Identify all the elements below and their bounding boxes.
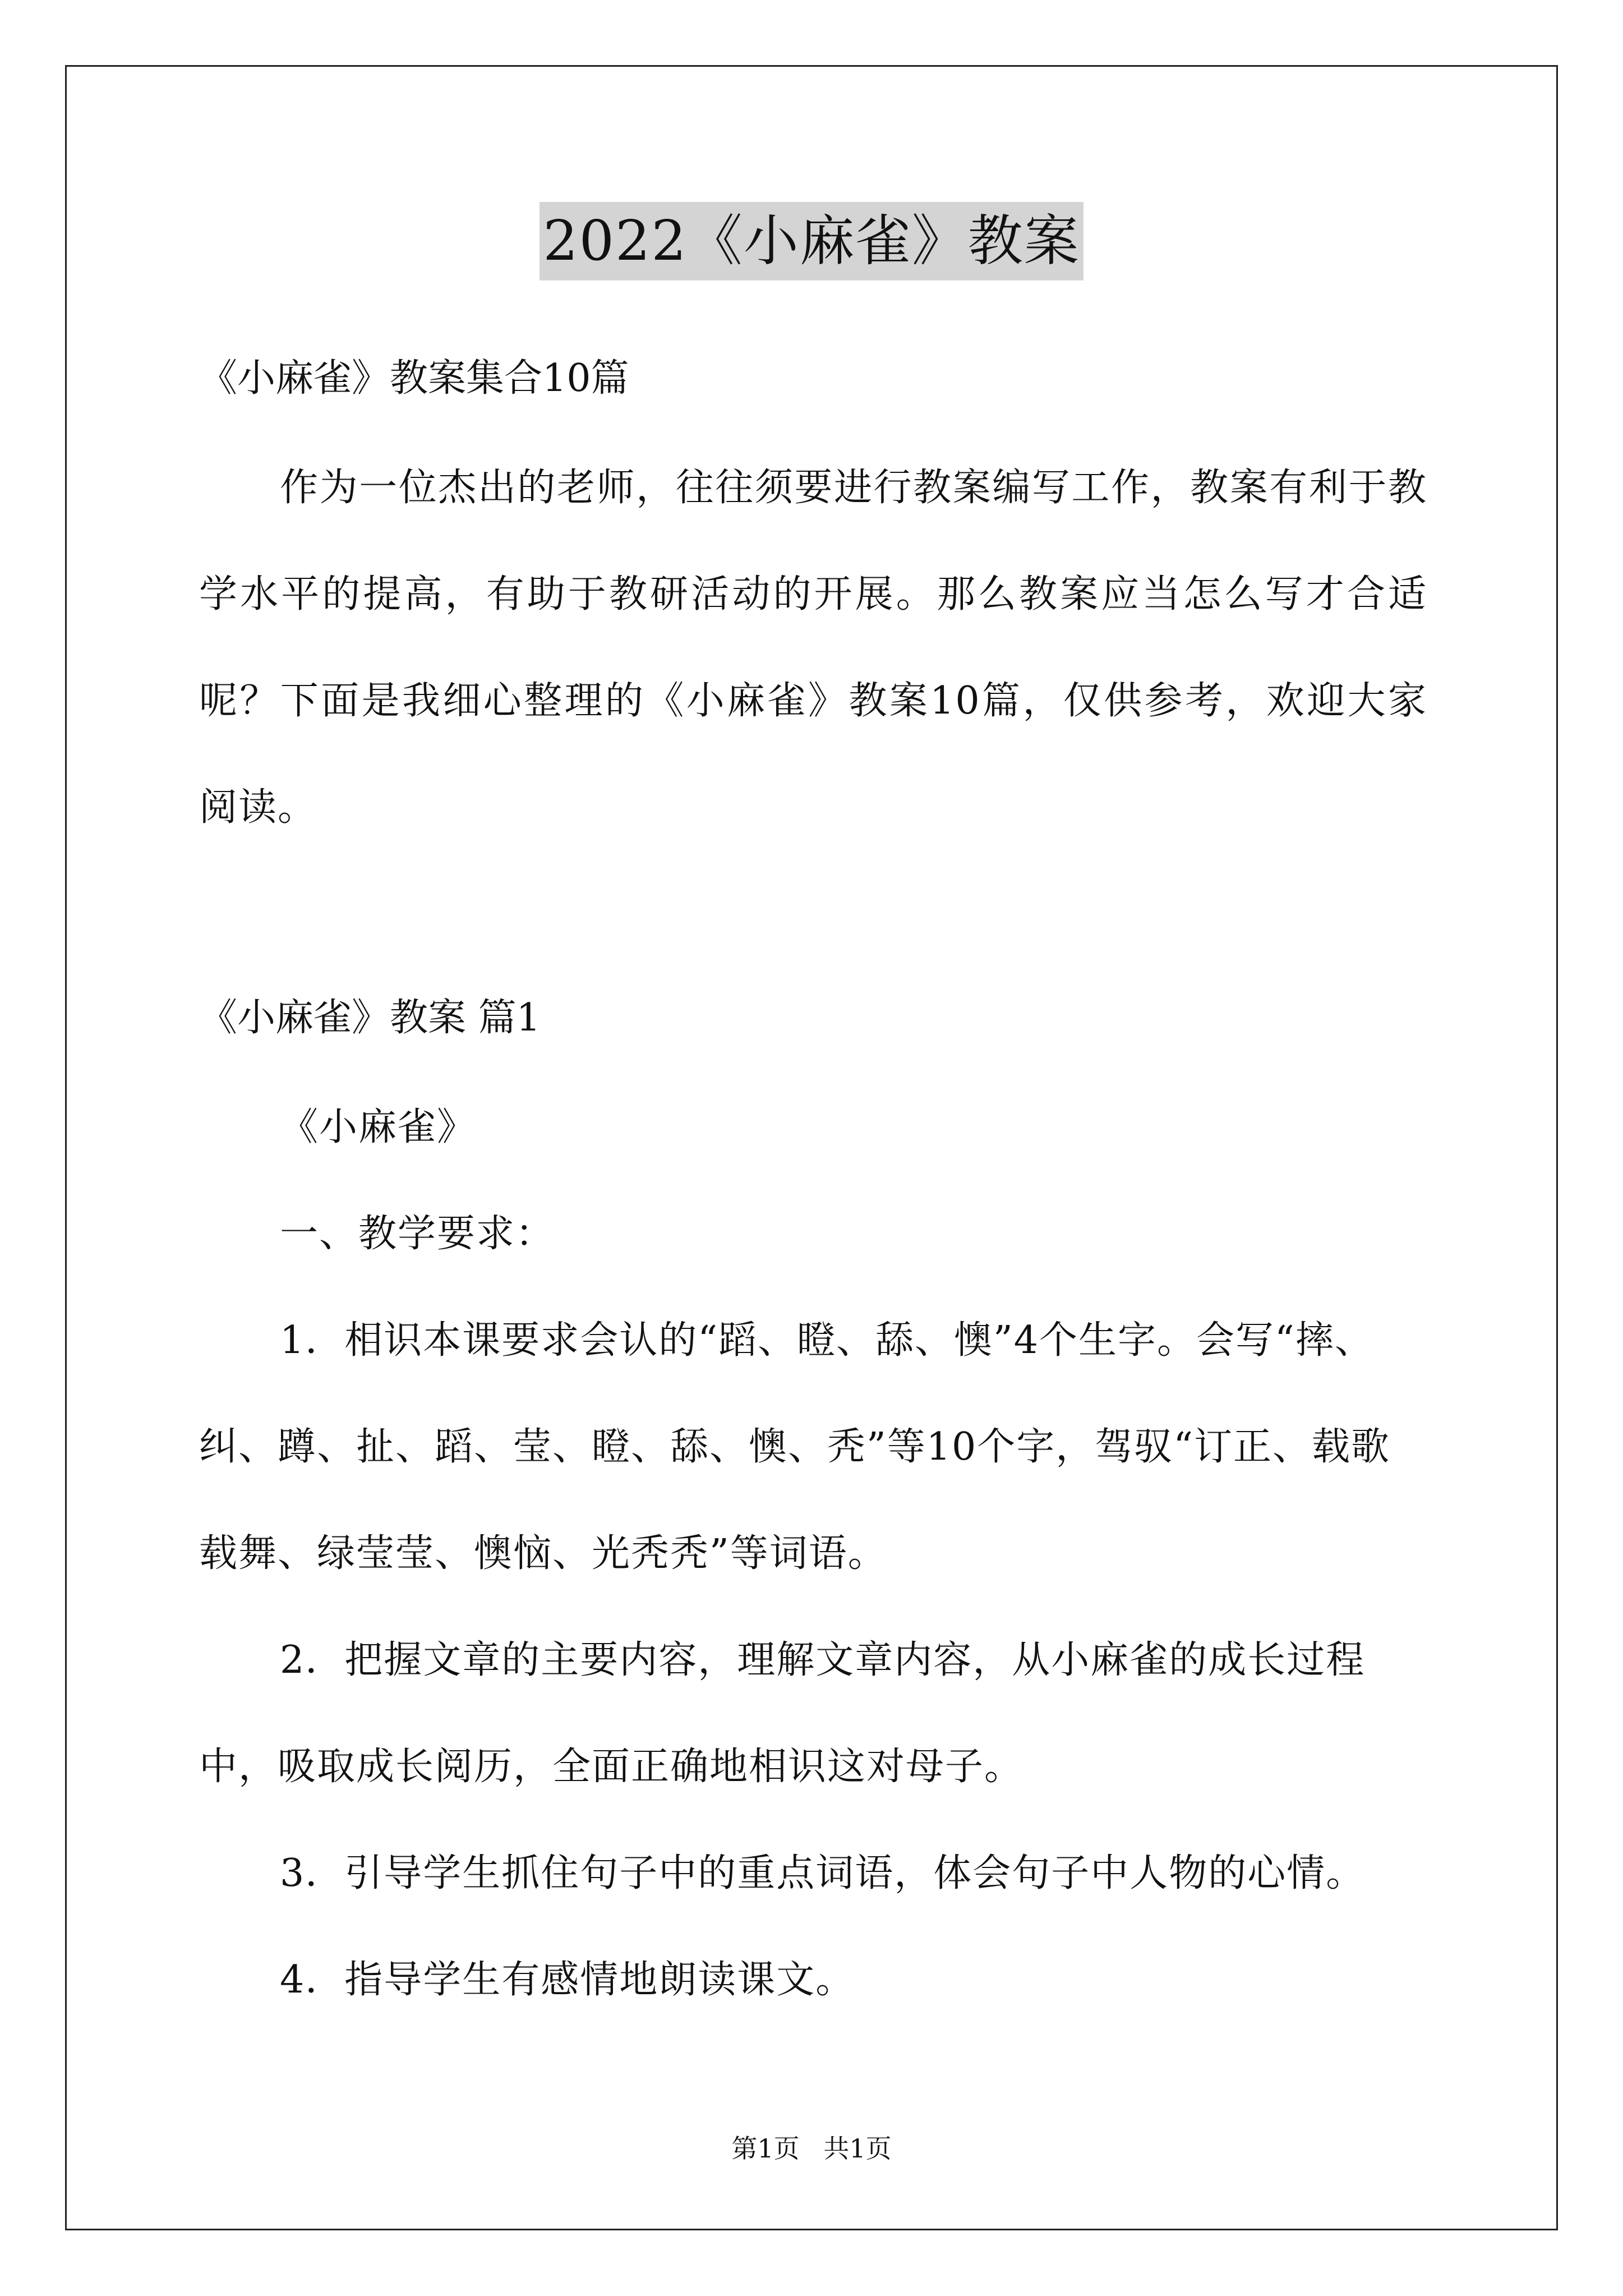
section-heading: 《小麻雀》教案 篇1 <box>199 996 541 1040</box>
title-wrap <box>0 202 1623 280</box>
document-subtitle: 《小麻雀》教案集合10篇 <box>199 356 629 401</box>
requirement-item: 1．相识本课要求会认的“蹈、瞪、舔、懊”4个生字。会写“摔、纠、蹲、扯、蹈、莹、瞪、舔、懊、秃”等10个字，驾驭“订正、载歌载舞、绿莹莹、懊恼、光秃秃”等词语。 <box>199 1318 1391 1576</box>
requirement-item: 3．引导学生抓住句子中的重点词语，体会句子中人物的心情。 <box>280 1851 1366 1895</box>
page-footer <box>0 2132 1623 2165</box>
document-title: 2022《小麻雀》教案 <box>540 202 1083 280</box>
intro-paragraph: 作为一位杰出的老师，往往须要进行教案编写工作，教案有利于教学水平的提高，有助于教研活动的开展。那么教案应当怎么写才合适呢？下面是我细心整理的《小麻雀》教案10篇，仅供参考，欢迎大家阅读。 <box>199 466 1427 830</box>
page-number-total: 共1页 <box>823 2133 892 2164</box>
document-body <box>199 339 1427 2033</box>
page-number-current: 第1页 <box>731 2133 800 2164</box>
requirement-item: 2．把握文章的主要内容，理解文章内容，从小麻雀的成长过程中，吸取成长阅历，全面正确地相识这对母子。 <box>199 1638 1366 1789</box>
requirement-item: 4．指导学生有感情地朗读课文。 <box>280 1958 855 2002</box>
lesson-title: 《小麻雀》 <box>280 1105 477 1149</box>
requirements-heading: 一、教学要求： <box>280 1212 555 1256</box>
